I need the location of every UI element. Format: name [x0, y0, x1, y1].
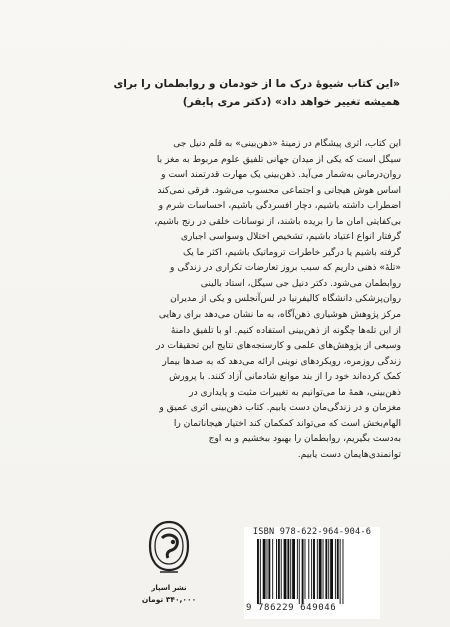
barcode-bar [325, 539, 327, 599]
barcode-bar [319, 539, 322, 599]
barcode-bar [311, 539, 312, 599]
barcode-bar [337, 539, 339, 599]
ean-digits: 9 786229 649046 [246, 603, 337, 613]
blurb-line: روان‌درمانی به‌شمار می‌آید. ذهن‌بینی یک مهارت قدرتمند است و [161, 170, 401, 181]
barcode-bar [292, 539, 295, 599]
pull-quote [70, 76, 400, 111]
barcode-bar [272, 539, 273, 599]
blurb-line: گرفته باشیم یا درگیر خاطرات تروماتیک باشیم، اکثر ما یک [183, 247, 401, 258]
blurb-line: توانمندی‌هایمان دست یابیم. [297, 449, 401, 460]
pull-quote-line-2: همیشه تغییر خواهد داد» (دکتر مری پایفر) [182, 96, 400, 108]
barcode-bar [297, 539, 298, 599]
barcode-bar [281, 539, 282, 599]
blurb-line: سیگل است که یکی از میدان جهانی تلفیق علوم مربوط به مغز با [156, 154, 401, 165]
barcode-bar [278, 539, 280, 599]
blurb-line: زندگی روزمره، رویکردهای نوینی ارائه می‌دهد که به صدها بیمار [162, 356, 401, 367]
barcode-bar [257, 539, 259, 604]
barcode-bar [284, 539, 287, 599]
pull-quote-line-1: «این کتاب شیوۀ درک ما از خودمان و روابطمان را برای [113, 78, 400, 90]
barcode-bar [305, 539, 306, 599]
barcode-bar [343, 539, 344, 604]
price-label: ۳۴۰,۰۰۰ تومان [141, 595, 197, 604]
blurb-line: اساس هوش هیجانی و اجتماعی محسوب می‌شود. فرقی نمی‌کند [157, 185, 401, 196]
barcode-bar [290, 539, 291, 599]
barcode-bar [276, 539, 277, 599]
publisher-logo-icon [146, 520, 192, 582]
blurb-line: مرکز پژوهش هوشیاری ذهن‌آگاه، به ما نشان می‌دهد برای رهایی [158, 310, 401, 321]
blurb-line: اضطراب داشته باشیم، دچار افسردگی باشیم، احساسات شرم و [158, 201, 401, 212]
blurb-line: روان‌پزشکی دانشگاه کالیفرنیا در لس‌آنجلس و یکی از مدیران [170, 294, 401, 305]
barcode-bar [268, 539, 270, 599]
barcode-bar [263, 539, 266, 599]
barcode-bar [330, 539, 333, 599]
barcode-bar [340, 539, 341, 604]
barcode-bar [313, 539, 315, 599]
blurb-line: وسیعی از پژوهش‌های علمی و کارسنجه‌های نتایج این تحقیقات در [155, 341, 401, 352]
blurb-line: مغزمان و در زندگی‌مان دست یابیم. کتاب ذهن‌بینی اثری عمیق و [159, 403, 401, 414]
blurb-line: گرفتار انواع اعتیاد باشیم، تشخیص اختلال وسواسی اجباری [180, 232, 401, 243]
barcode-bar [328, 539, 329, 599]
blurb-line: «تلۀ» ذهنی داریم که سبب بروز تعارضات تکراری در زندگی و [170, 263, 401, 274]
barcode-bar [287, 539, 289, 599]
blurb-line: بی‌کفایتی امان ما را بریده باشند، از نوسانات خلقی در رنج باشیم، [154, 216, 401, 227]
blurb-line: کمک کرده‌اند خود را از بند موانع شادمانی آزاد کنند. با پرورش [169, 372, 401, 383]
blurb-line: ذهن‌بینی، همۀ ما می‌توانیم به تغییرات مثبت و پایداری در [189, 387, 401, 398]
isbn-barcode-block [244, 527, 380, 619]
blurb-line: الهام‌بخش است که می‌تواند کمکمان کند اختیار هیجاناتمان را [173, 418, 401, 429]
barcode-bar [302, 539, 304, 604]
barcode-bar [260, 539, 261, 604]
isbn-number: ISBN 978-622-964-904-6 [252, 527, 372, 537]
barcode-bar [317, 539, 318, 599]
blurb-line: روابطمان می‌شود. دکتر دنیل جی سیگل، استاد بالینی [200, 278, 401, 289]
barcode-bar [267, 539, 268, 599]
publisher-name: نشر اسپار [151, 584, 187, 592]
barcode-bar [323, 539, 324, 599]
barcode-bar [308, 539, 309, 599]
blurb-line: از این تله‌ها چگونه از ذهن‌بینی استفاده کنیم. او با تلفیق دامنۀ [170, 325, 401, 336]
blurb-paragraph [58, 137, 401, 463]
barcode-bar [299, 539, 300, 604]
blurb-line: به‌دست بگیریم، روابطمان را بهبود ببخشیم و به اوج [208, 434, 401, 445]
barcode-icon [256, 539, 372, 604]
blurb-line: این کتاب، اثری پیشگام در زمینۀ «ذهن‌بینی» به قلم دنیل جی [173, 139, 401, 149]
barcode-bar [335, 539, 336, 599]
